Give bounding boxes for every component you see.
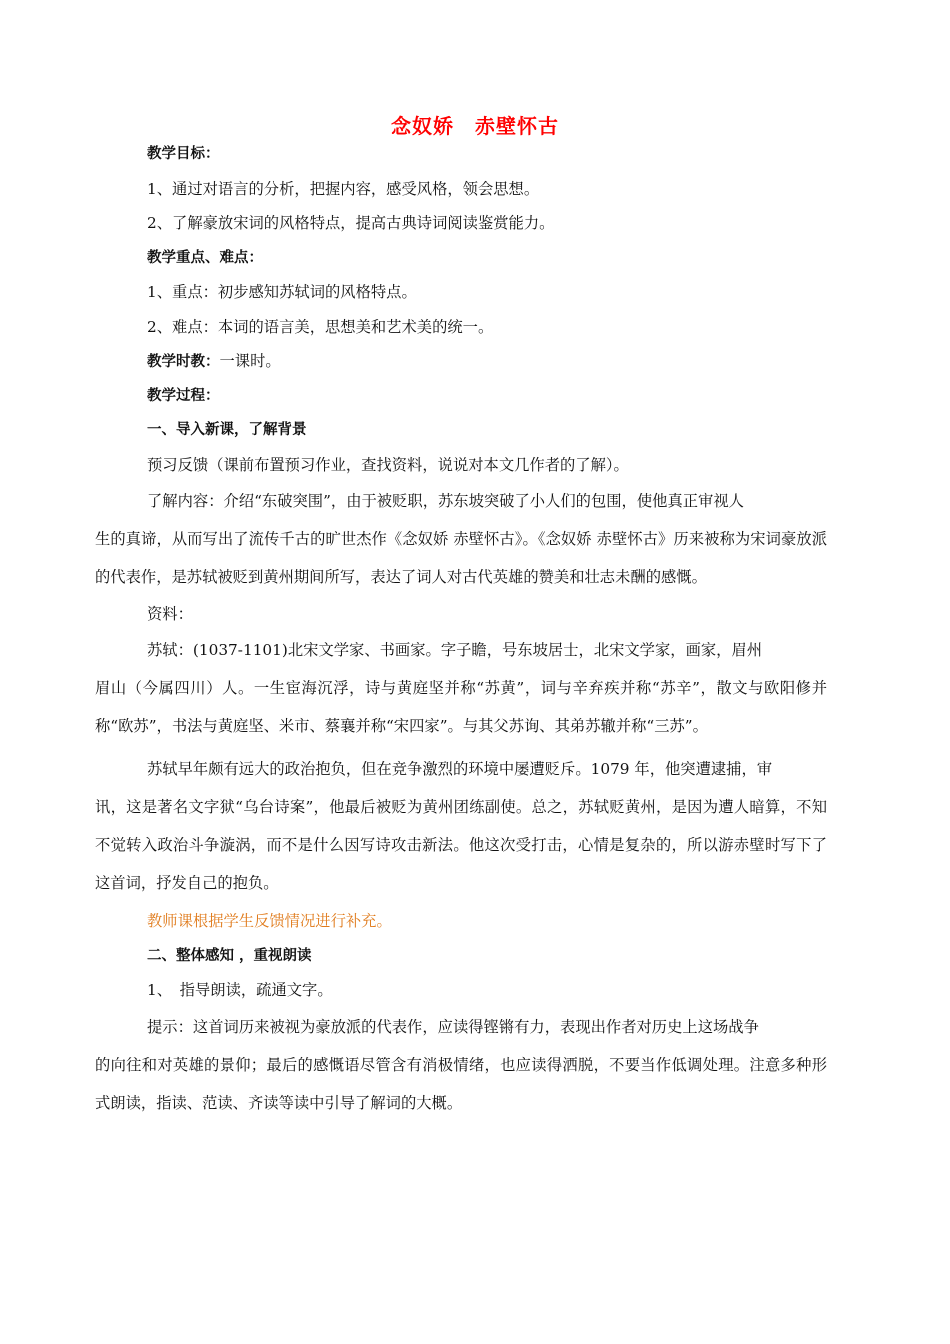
teaching-hours <box>147 344 827 379</box>
sushi-bio-paragraph <box>95 631 827 746</box>
process-heading: 教学过程： <box>147 387 220 404</box>
intro-first-line: 了解内容：介绍“东破突围”，由于被贬职，苏东坡突破了小人们的包围，使他真正审视人 <box>147 492 744 510</box>
section1-heading: 一、导入新课，了解背景 <box>147 422 307 438</box>
objectives-heading: 教学目标： <box>147 146 220 162</box>
reading-step: 1、 指导朗读，疏通文字。 <box>147 981 333 1000</box>
tip-paragraph <box>95 1008 827 1123</box>
preview-feedback: 预习反馈（课前布置预习作业，查找资料，说说对本文几作者的了解）。 <box>147 455 629 474</box>
objective-item: 2、了解豪放宋词的风格特点，提高古典诗词阅读鉴赏能力。 <box>147 214 555 232</box>
tip-first-line: 提示：这首词历来被视为豪放派的代表作，应读得铿锵有力，表现出作者对历史上这场战争 <box>147 1017 759 1036</box>
teaching-hours-value: 一课时。 <box>219 352 281 370</box>
key-points-heading: 教学重点、难点： <box>147 249 263 266</box>
document-body <box>95 137 827 1123</box>
objective-item: 1、通过对语言的分析，把握内容，感受风格，领会思想。 <box>147 179 540 198</box>
key-point-item: 1、重点：初步感知苏轼词的风格特点。 <box>147 283 417 301</box>
story-first-line: 苏轼早年颇有远大的政治抱负，但在竞争激烈的环境中屡遭贬斥。1079 年，他突遭逮捕，审 <box>147 759 773 778</box>
page-title: 念奴娇 赤壁怀古 <box>391 114 559 138</box>
intro-paragraph <box>95 482 827 597</box>
sushi-rest: 眉山（今属四川）人。一生宦海沉浮，诗与黄庭坚并称“苏黄”，词与辛弃疾并称“苏辛”，散文与欧阳修并称“欧苏”，书法与黄庭坚、米市、蔡襄并称“宋四家”。与其父苏询、其弟苏辙并称“三苏”。 <box>95 679 827 736</box>
teaching-hours-label: 教学时教： <box>147 354 220 370</box>
material-label: 资料： <box>147 604 193 623</box>
story-rest: 讯，这是著名文字狱“乌台诗案”，他最后被贬为黄州团练副使。总之，苏轼贬黄州，是因为遭人暗算，不知不觉转入政治斗争漩涡，而不是什么因写诗攻击新法。他这次受打击，心情是复杂的，所以游赤壁时写下了这首词，抒发自己的抱负。 <box>95 797 827 893</box>
sushi-first-line: 苏轼：(1037-1101)北宋文学家、书画家。字子瞻，号东坡居士，北宋文学家，画家，眉州 <box>147 641 763 660</box>
story-paragraph <box>95 750 827 903</box>
teacher-note: 教师课根据学生反馈情况进行补充。 <box>147 912 392 931</box>
tip-rest: 的向往和对英雄的景仰；最后的感慨语尽管含有消极情绪，也应读得洒脱，不要当作低调处理。注意多种形式朗读，指读、范读、齐读等读中引导了解词的大概。 <box>95 1056 827 1113</box>
intro-rest: 生的真谛，从而写出了流传千古的旷世杰作《念奴娇 赤壁怀古》。《念奴娇 赤壁怀古》历来被称为宋词豪放派的代表作，是苏轼被贬到黄州期间所写，表达了词人对古代英雄的赞美和壮志未酬的感慨。 <box>95 530 827 587</box>
key-point-item: 2、难点：本词的语言美，思想美和艺术美的统一。 <box>147 317 494 336</box>
section2-heading: 二、整体感知 ，重视朗读 <box>147 947 312 964</box>
